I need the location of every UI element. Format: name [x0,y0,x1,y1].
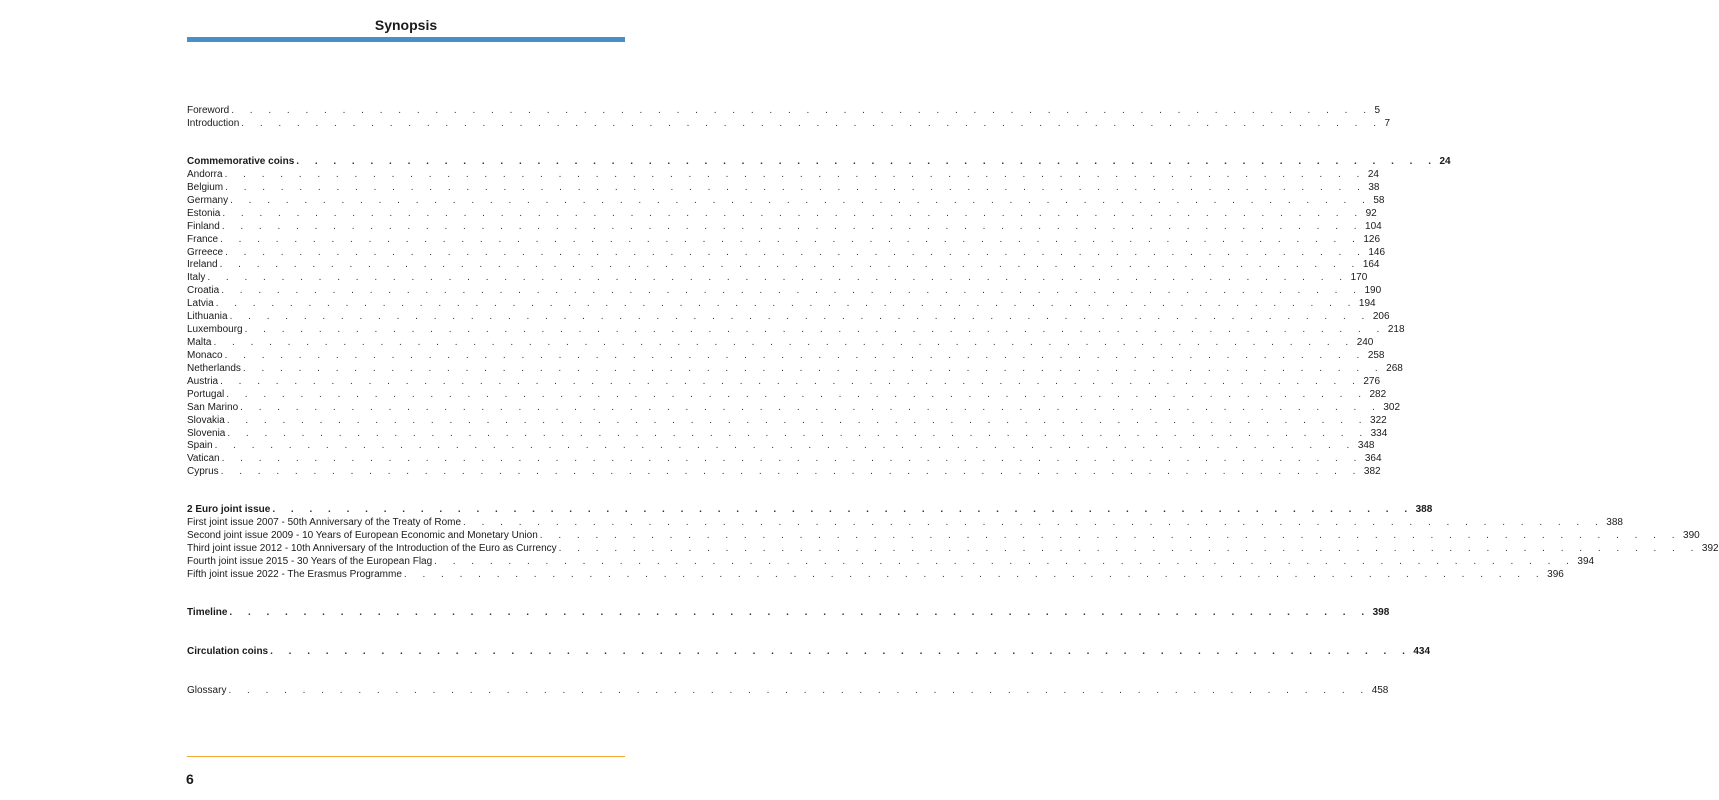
toc-entry[interactable] [187,555,1595,568]
toc-entry[interactable] [187,375,1381,388]
toc-dot-leader: . . . . . . . . . . . . . . . . . . . . . . . . . . . . . . . . . . . . . . . . . . . . . . . . . . . . . . . . . . . . . . [231,105,1373,116]
toc-entry-page: 268 [1386,362,1403,374]
toc-entry-page: 396 [1547,568,1564,580]
toc-entry-page: 104 [1365,220,1382,232]
toc-entry-label: France [187,233,219,245]
toc-entry-label: Latvia [187,298,214,310]
title-bar [187,37,625,42]
toc-entry[interactable] [187,542,1719,555]
toc-dot-leader: . . . . . . . . . . . . . . . . . . . . . . . . . . . . . . . . . . . . . . . . . . . . . . . . . . . . . . . . . . . . . . [220,466,1362,478]
toc-dot-leader: . . . . . . . . . . . . . . . . . . . . . . . . . . . . . . . . . . . . . . . . . . . . . . . . . . . . . . . . . . . . . . [224,168,1366,180]
toc-dot-leader: . . . . . . . . . . . . . . . . . . . . . . . . . . . . . . . . . . . . . . . . . . . . . . . . . . . . . . . . . . . . . . [215,298,1357,310]
toc-dot-leader: . . . . . . . . . . . . . . . . . . . . . . . . . . . . . . . . . . . . . . . . . . . . . . . . . . . . . . . . . . . . . . [229,607,1371,618]
toc-section-heading[interactable] [187,645,1431,658]
toc-entry-label: Foreword [187,105,230,116]
toc-dot-leader: . . . . . . . . . . . . . . . . . . . . . . . . . . . . . . . . . . . . . . . . . . . . . . . . . . . . . . . . . . . . . . [229,311,1371,323]
toc-dot-leader: . . . . . . . . . . . . . . . . . . . . . . . . . . . . . . . . . . . . . . . . . . . . . . . . . . . . . . . . . . . . . . [220,375,1362,387]
toc-dot-leader: . . . . . . . . . . . . . . . . . . . . . . . . . . . . . . . . . . . . . . . . . . . . . . . . . . . . . . . . . . . . . . [242,362,1385,374]
toc-entry-page: 334 [1370,427,1388,439]
toc-entry[interactable] [187,388,1387,401]
toc-entry[interactable] [187,181,1380,194]
toc-section-heading[interactable] [187,606,1390,619]
toc-entry[interactable] [187,310,1390,323]
toc-entry[interactable] [187,516,1623,529]
toc-dot-leader: . . . . . . . . . . . . . . . . . . . . . . . . . . . . . . . . . . . . . . . . . . . . . . . . . . . . . . . . . . . . . . [230,194,1372,206]
toc-entry-page: 458 [1371,685,1389,696]
toc-entry-label: Malta [187,337,212,349]
toc-entry-page: 364 [1364,453,1382,465]
toc-dot-leader: . . . . . . . . . . . . . . . . . . . . . . . . . . . . . . . . . . . . . . . . . . . . . . . . . . . . . . . . . . . . . . [244,324,1386,336]
toc-entry-label: Germany [187,194,229,206]
toc-entry-page: 394 [1577,555,1595,567]
toc-dot-leader: . . . . . . . . . . . . . . . . . . . . . . . . . . . . . . . . . . . . . . . . . . . . . . . . . . . . . . . . . . . . . . [214,440,1356,452]
toc-entry[interactable] [187,529,1700,542]
toc-entry-page: 206 [1372,311,1390,323]
toc-entry-label: Netherlands [187,362,241,374]
toc-entry-page: 434 [1413,646,1431,657]
toc-entry-label: Glossary [187,685,227,696]
toc-entry-page: 164 [1362,259,1380,271]
toc-entry-page: 348 [1357,440,1375,452]
toc-entry-label: Italy [187,272,206,284]
toc-entry-page: 24 [1439,156,1451,167]
toc-entry-page: 398 [1372,607,1390,618]
toc-entry-label: Lithuania [187,311,228,323]
toc-entry-label: Austria [187,375,219,387]
toc-entry-label: 2 Euro joint issue [187,504,271,515]
toc-entry-page: 392 [1701,542,1719,554]
toc-entry-page: 190 [1364,285,1382,297]
toc-entry[interactable] [187,323,1405,336]
toc-entry-page: 7 [1384,117,1391,129]
toc-entry-label: Luxembourg [187,324,243,336]
toc-entry-page: 58 [1373,194,1385,206]
toc-entry[interactable] [187,117,1391,130]
toc-section-heading[interactable] [187,155,1451,168]
toc-dot-leader: . . . . . . . . . . . . . . . . . . . . . . . . . . . . . . . . . . . . . . . . . . . . . . . . . . . . . . . . . . . . . . [225,181,1367,193]
toc-dot-leader: . . . . . . . . . . . . . . . . . . . . . . . . . . . . . . . . . . . . . . . . . . . . . . . . . . . . . . . . . . . . . . [226,414,1369,426]
toc-entry[interactable] [187,452,1382,465]
toc-entry[interactable] [187,336,1374,349]
toc-entry[interactable] [187,465,1381,478]
toc-dot-leader: . . . . . . . . . . . . . . . . . . . . . . . . . . . . . . . . . . . . . . . . . . . . . . . . . . . . . . . . . . . . . . [224,349,1366,361]
toc-entry[interactable] [187,414,1387,427]
toc-entry[interactable] [187,427,1388,440]
toc-entry-label: Monaco [187,349,223,361]
toc-entry-label: San Marino [187,401,239,413]
toc-entry-page: 126 [1363,233,1381,245]
toc-entry-label: Estonia [187,207,221,219]
toc-entry[interactable] [187,297,1376,310]
page-title: Synopsis [374,17,438,33]
toc-entry-page: 258 [1367,349,1385,361]
toc-entry-page: 302 [1383,401,1401,413]
toc-entry-page: 92 [1365,207,1377,219]
toc-dot-leader: . . . . . . . . . . . . . . . . . . . . . . . . . . . . . . . . . . . . . . . . . . . . . . . . . . . . . . . . . . . . . . [221,453,1363,465]
toc-section-heading[interactable] [187,503,1433,516]
toc-entry-label: Slovakia [187,414,225,426]
toc-entry[interactable] [187,401,1401,414]
toc-entry-label: Circulation coins [187,646,269,657]
toc-entry-label: Commemorative coins [187,156,295,167]
toc-dot-leader: . . . . . . . . . . . . . . . . . . . . . . . . . . . . . . . . . . . . . . . . . . . . . . . . . . . . . . . . . . . . . . [240,401,1382,413]
toc-entry-page: 218 [1387,324,1405,336]
toc-entry[interactable] [187,349,1385,362]
toc-entry-label: First joint issue 2007 - 50th Anniversary of the Treaty of Rome [187,516,462,528]
toc-dot-leader: . . . . . . . . . . . . . . . . . . . . . . . . . . . . . . . . . . . . . . . . . . . . . . . . . . . . . . . . . . . . . . [270,646,1412,657]
toc-dot-leader: . . . . . . . . . . . . . . . . . . . . . . . . . . . . . . . . . . . . . . . . . . . . . . . . . . . . . . . . . . . . . . [226,388,1368,400]
toc-entry-page: 38 [1368,181,1380,193]
toc-entry-page: 24 [1367,168,1379,180]
toc-entry[interactable] [187,568,1564,581]
toc-dot-leader: . . . . . . . . . . . . . . . . . . . . . . . . . . . . . . . . . . . . . . . . . . . . . . . . . . . . . . . . . . . . . . [221,220,1364,232]
toc-dot-leader: . . . . . . . . . . . . . . . . . . . . . . . . . . . . . . . . . . . . . . . . . . . . . . . . . . . . . . . . . . . . . . [219,259,1361,271]
toc-entry-label: Grreece [187,246,224,258]
toc-dot-leader: . . . . . . . . . . . . . . . . . . . . . . . . . . . . . . . . . . . . . . . . . . . . . . . . . . . . . . . . . . . . . . [272,504,1414,515]
toc-entry-label: Andorra [187,168,223,180]
toc-entry[interactable] [187,220,1382,233]
toc-entry-page: 282 [1369,388,1387,400]
toc-entry-label: Belgium [187,181,224,193]
toc-entry-label: Introduction [187,117,240,129]
toc-entry-label: Finland [187,220,220,232]
toc-entry[interactable] [187,194,1385,207]
toc-dot-leader: . . . . . . . . . . . . . . . . . . . . . . . . . . . . . . . . . . . . . . . . . . . . . . . . . . . . . . . . . . . . . . [207,272,1349,284]
toc-entry-page: 390 [1683,529,1700,541]
toc-dot-leader: . . . . . . . . . . . . . . . . . . . . . . . . . . . . . . . . . . . . . . . . . . . . . . . . . . . . . . . . . . . . . . [463,516,1605,528]
toc-entry[interactable] [187,284,1382,297]
toc-dot-leader: . . . . . . . . . . . . . . . . . . . . . . . . . . . . . . . . . . . . . . . . . . . . . . . . . . . . . . . . . . . . . . [403,568,1546,580]
toc-entry[interactable] [187,207,1377,220]
toc-entry-page: 276 [1363,375,1381,387]
toc-entry-label: Croatia [187,285,220,297]
toc-dot-leader: . . . . . . . . . . . . . . . . . . . . . . . . . . . . . . . . . . . . . . . . . . . . . . . . . . . . . . . . . . . . . . [539,529,1682,541]
toc-dot-leader: . . . . . . . . . . . . . . . . . . . . . . . . . . . . . . . . . . . . . . . . . . . . . . . . . . . . . . . . . . . . . . [221,285,1363,297]
toc-entry-page: 240 [1356,337,1374,349]
toc-entry-label: Timeline [187,607,228,618]
toc-entry[interactable] [187,233,1381,246]
toc-dot-leader: . . . . . . . . . . . . . . . . . . . . . . . . . . . . . . . . . . . . . . . . . . . . . . . . . . . . . . . . . . . . . . [558,542,1700,554]
toc-dot-leader: . . . . . . . . . . . . . . . . . . . . . . . . . . . . . . . . . . . . . . . . . . . . . . . . . . . . . . . . . . . . . . [296,156,1438,167]
toc-entry-page: 146 [1368,246,1386,258]
page-number: 6 [186,771,194,787]
toc-entry[interactable] [187,362,1403,375]
footer-rule [187,756,625,757]
toc-entry-label: Slovenia [187,427,226,439]
toc-entry-label: Vatican [187,453,220,465]
toc-entry[interactable] [187,246,1386,259]
toc-dot-leader: . . . . . . . . . . . . . . . . . . . . . . . . . . . . . . . . . . . . . . . . . . . . . . . . . . . . . . . . . . . . . . [220,233,1362,245]
toc-entry-label: Portugal [187,388,225,400]
toc-entry[interactable] [187,258,1380,271]
toc-entry-label: Spain [187,440,213,452]
toc-entry-page: 388 [1415,504,1433,515]
toc-entry[interactable] [187,684,1389,697]
toc-dot-leader: . . . . . . . . . . . . . . . . . . . . . . . . . . . . . . . . . . . . . . . . . . . . . . . . . . . . . . . . . . . . . . [434,555,1576,567]
toc-dot-leader: . . . . . . . . . . . . . . . . . . . . . . . . . . . . . . . . . . . . . . . . . . . . . . . . . . . . . . . . . . . . . . [227,427,1369,439]
toc-entry[interactable] [187,271,1368,284]
toc-dot-leader: . . . . . . . . . . . . . . . . . . . . . . . . . . . . . . . . . . . . . . . . . . . . . . . . . . . . . . . . . . . . . . [213,337,1355,349]
toc-entry-page: 170 [1350,272,1368,284]
toc-entry[interactable] [187,168,1379,181]
toc-entry-page: 322 [1370,414,1387,426]
toc-entry[interactable] [187,104,1381,117]
toc-entry-page: 194 [1358,298,1376,310]
toc-entry-label: Fifth joint issue 2022 - The Erasmus Programme [187,568,402,580]
toc-dot-leader: . . . . . . . . . . . . . . . . . . . . . . . . . . . . . . . . . . . . . . . . . . . . . . . . . . . . . . . . . . . . . . [228,685,1370,696]
toc-entry-page: 5 [1374,105,1381,116]
toc-entry-label: Cyprus [187,466,219,478]
toc-entry-page: 382 [1363,466,1381,478]
toc-dot-leader: . . . . . . . . . . . . . . . . . . . . . . . . . . . . . . . . . . . . . . . . . . . . . . . . . . . . . . . . . . . . . . [225,246,1367,258]
toc-dot-leader: . . . . . . . . . . . . . . . . . . . . . . . . . . . . . . . . . . . . . . . . . . . . . . . . . . . . . . . . . . . . . . [241,117,1383,129]
toc-dot-leader: . . . . . . . . . . . . . . . . . . . . . . . . . . . . . . . . . . . . . . . . . . . . . . . . . . . . . . . . . . . . . . [222,207,1364,219]
toc-entry-label: Third joint issue 2012 - 10th Anniversary of the Introduction of the Euro as Currency [187,542,557,554]
toc-entry-label: Fourth joint issue 2015 - 30 Years of the European Flag [187,555,433,567]
toc-entry-label: Second joint issue 2009 - 10 Years of European Economic and Monetary Union [187,529,538,541]
toc-entry[interactable] [187,439,1375,452]
toc-entry-label: Ireland [187,259,218,271]
toc-entry-page: 388 [1606,516,1623,528]
